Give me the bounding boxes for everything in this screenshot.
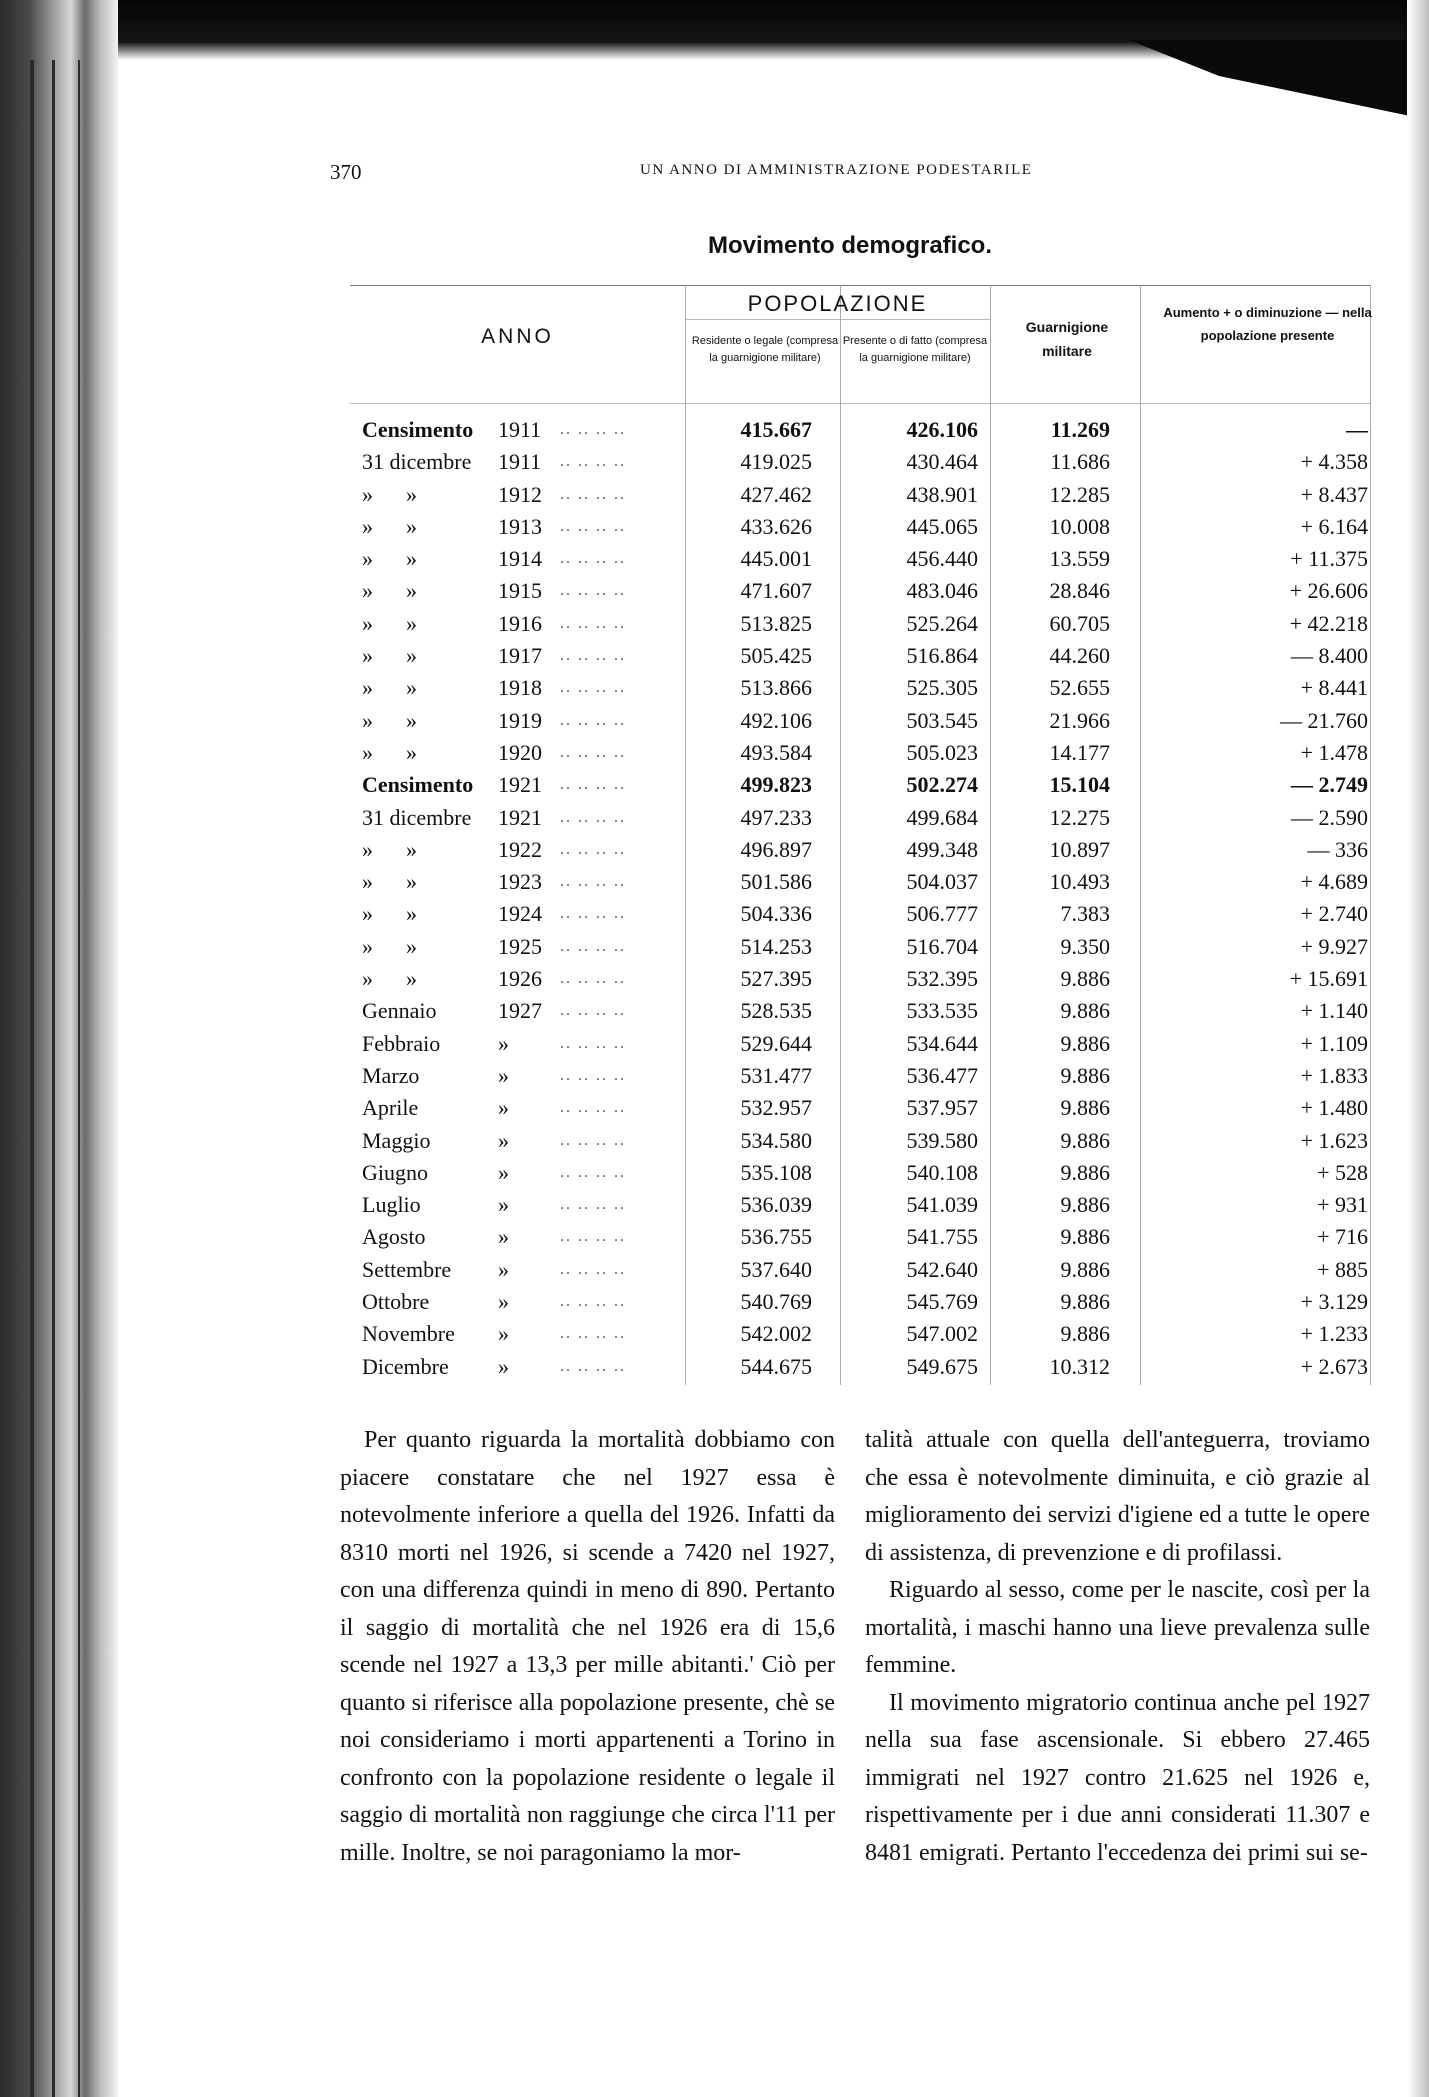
row-year: 1921 [498, 772, 542, 798]
row-year: » [498, 1030, 509, 1056]
aumento-value: + 885 [1317, 1256, 1368, 1282]
row-label: Aprile [362, 1095, 419, 1121]
row-label: 31 dicembre [362, 449, 472, 475]
guarnigione-value: 60.705 [1049, 610, 1110, 636]
residente-value: 492.106 [740, 707, 812, 733]
table-row [350, 1285, 1375, 1317]
leader-dots: .. .. .. .. [560, 873, 626, 891]
header-anno: ANNO [481, 325, 554, 348]
residente-value: 534.580 [740, 1127, 812, 1153]
residente-value: 505.425 [740, 643, 812, 669]
row-year: 1917 [498, 643, 542, 669]
table-row [350, 994, 1375, 1026]
row-label: » » [362, 643, 417, 669]
presente-value: 504.037 [906, 869, 978, 895]
row-label: » » [362, 481, 417, 507]
aumento-value: + 931 [1317, 1192, 1368, 1218]
presente-value: 533.535 [906, 998, 978, 1024]
residente-value: 537.640 [740, 1256, 812, 1282]
leader-dots: .. .. .. .. [560, 647, 626, 665]
residente-value: 497.233 [740, 804, 812, 830]
residente-value: 540.769 [740, 1289, 812, 1315]
guarnigione-value: 10.008 [1049, 513, 1110, 539]
row-year: 1925 [498, 933, 542, 959]
presente-value: 540.108 [906, 1159, 978, 1185]
guarnigione-value: 9.886 [1060, 1289, 1110, 1315]
residente-value: 493.584 [740, 739, 812, 765]
table-row [350, 413, 1375, 445]
leader-dots: .. .. .. .. [560, 1034, 626, 1052]
residente-value: 499.823 [740, 772, 812, 798]
leader-dots: .. .. .. .. [560, 517, 626, 535]
header-residente: Residente o legale (compresa la guarnigione militare) [691, 335, 839, 364]
paragraph: talità attuale con quella dell'anteguerra, troviamo che essa è notevolmente diminuita, e ciò grazie al miglioramento dei servizi d'igiene ed a tutte le opere di assistenza, di prevenzione e di profilassi. [865, 1427, 1370, 1566]
leader-dots: .. .. .. .. [560, 1099, 626, 1117]
table-row [350, 607, 1375, 639]
aumento-value: + 11.375 [1290, 546, 1368, 572]
residente-value: 527.395 [740, 966, 812, 992]
table-row [350, 1124, 1375, 1156]
row-year: 1921 [498, 804, 542, 830]
table-row [350, 1091, 1375, 1123]
leader-dots: .. .. .. .. [560, 905, 626, 923]
leader-dots: .. .. .. .. [560, 550, 626, 568]
row-label: » » [362, 707, 417, 733]
residente-value: 528.535 [740, 998, 812, 1024]
guarnigione-value: 12.275 [1049, 804, 1110, 830]
table-body [350, 413, 1375, 1382]
row-label: Censimento [362, 772, 474, 798]
guarnigione-value: 15.104 [1049, 772, 1110, 798]
row-label: 31 dicembre [362, 804, 472, 830]
table-row [350, 639, 1375, 671]
guarnigione-value: 11.686 [1050, 449, 1110, 475]
row-label: Settembre [362, 1256, 452, 1282]
presente-value: 541.039 [906, 1192, 978, 1218]
table-row [350, 478, 1375, 510]
scan-right-edge [1407, 0, 1429, 2097]
running-head [330, 160, 1060, 186]
row-label: Giugno [362, 1159, 428, 1185]
table-row [350, 445, 1375, 477]
row-year: 1926 [498, 966, 542, 992]
table-row [350, 1188, 1375, 1220]
residente-value: 496.897 [740, 836, 812, 862]
aumento-value: + 15.691 [1289, 966, 1368, 992]
aumento-value: — 336 [1307, 836, 1368, 862]
binding-line [52, 60, 55, 2097]
row-year: 1911 [498, 417, 542, 442]
table-title: Movimento demografico. [707, 232, 993, 259]
aumento-value: + 2.740 [1300, 901, 1368, 927]
row-label: » » [362, 675, 417, 701]
aumento-value: + 2.673 [1300, 1353, 1368, 1379]
presente-value: 532.395 [906, 966, 978, 992]
presente-value: 516.864 [906, 643, 978, 669]
page-number: 370 [330, 160, 362, 184]
row-label: » » [362, 578, 417, 604]
aumento-value: + 1.478 [1300, 739, 1368, 765]
row-label: » » [362, 739, 417, 765]
row-label: » » [362, 901, 417, 927]
guarnigione-value: 9.886 [1060, 1224, 1110, 1250]
row-label: Ottobre [362, 1289, 430, 1315]
row-label: Maggio [362, 1127, 431, 1153]
aumento-value: — 8.400 [1291, 643, 1368, 669]
presente-value: 525.264 [906, 610, 978, 636]
guarnigione-value: 10.312 [1049, 1353, 1110, 1379]
presente-value: 426.106 [906, 417, 978, 442]
row-label: Gennaio [362, 998, 437, 1024]
leader-dots: .. .. .. .. [560, 808, 626, 826]
row-label: Luglio [362, 1192, 421, 1218]
leader-dots: .. .. .. .. [560, 1228, 626, 1246]
leader-dots: .. .. .. .. [560, 711, 626, 729]
presente-value: 430.464 [906, 449, 978, 475]
row-year: » [498, 1159, 509, 1185]
binding-line [30, 60, 34, 2097]
guarnigione-value: 9.886 [1060, 1321, 1110, 1347]
presente-value: 438.901 [906, 481, 978, 507]
guarnigione-value: 7.383 [1060, 901, 1110, 927]
aumento-value: + 4.689 [1300, 869, 1368, 895]
table-row [350, 897, 1375, 929]
table-row [350, 1156, 1375, 1188]
aumento-value: + 6.164 [1300, 513, 1368, 539]
aumento-value: + 4.358 [1300, 449, 1368, 475]
table-row [350, 1317, 1375, 1349]
book-binding-edge [0, 0, 118, 2097]
table-row [350, 801, 1375, 833]
table-row [350, 542, 1375, 574]
running-title: UN ANNO DI AMMINISTRAZIONE PODESTARILE [640, 162, 1033, 178]
row-year: 1912 [498, 481, 542, 507]
row-label: » » [362, 966, 417, 992]
table-row [350, 736, 1375, 768]
row-label: Agosto [362, 1224, 426, 1250]
presente-value: 506.777 [906, 901, 978, 927]
row-year: » [498, 1127, 509, 1153]
popolazione-rule [685, 319, 990, 320]
leader-dots: .. .. .. .. [560, 937, 626, 955]
presente-value: 499.348 [906, 836, 978, 862]
row-year: 1922 [498, 836, 542, 862]
leader-dots: .. .. .. .. [560, 776, 626, 794]
residente-value: 471.607 [740, 578, 812, 604]
row-year: 1916 [498, 610, 542, 636]
presente-value: 534.644 [906, 1030, 978, 1056]
demographic-table [350, 285, 1375, 1385]
row-year: 1927 [498, 998, 542, 1024]
aumento-value: + 42.218 [1289, 610, 1368, 636]
leader-dots: .. .. .. .. [560, 679, 626, 697]
guarnigione-value: 9.886 [1060, 1192, 1110, 1218]
header-popolazione: POPOLAZIONE [747, 291, 928, 316]
guarnigione-value: 12.285 [1049, 481, 1110, 507]
aumento-value: — 21.760 [1280, 707, 1368, 733]
aumento-value: + 1.109 [1300, 1030, 1368, 1056]
aumento-value: + 1.140 [1300, 998, 1368, 1024]
row-year: 1914 [498, 546, 542, 572]
presente-value: 539.580 [906, 1127, 978, 1153]
leader-dots: .. .. .. .. [560, 1002, 626, 1020]
aumento-value: + 8.441 [1300, 675, 1368, 701]
row-year: » [498, 1095, 509, 1121]
residente-value: 529.644 [740, 1030, 812, 1056]
table-row [350, 1350, 1375, 1382]
aumento-value: + 716 [1317, 1224, 1368, 1250]
residente-value: 513.866 [740, 675, 812, 701]
row-year: » [498, 1062, 509, 1088]
table-row [350, 962, 1375, 994]
guarnigione-value: 28.846 [1049, 578, 1110, 604]
row-year: 1915 [498, 578, 542, 604]
row-label: Dicembre [362, 1353, 449, 1379]
row-label: » » [362, 933, 417, 959]
header-bottom-rule [350, 403, 1370, 404]
leader-dots: .. .. .. .. [560, 614, 626, 632]
leader-dots: .. .. .. .. [560, 1293, 626, 1311]
presente-value: 541.755 [906, 1224, 978, 1250]
table-row [350, 574, 1375, 606]
presente-value: 502.274 [906, 772, 978, 798]
row-year: » [498, 1353, 509, 1379]
presente-value: 445.065 [906, 513, 978, 539]
residente-value: 514.253 [740, 933, 812, 959]
row-year: 1924 [498, 901, 542, 927]
table-row [350, 510, 1375, 542]
table-row [350, 833, 1375, 865]
aumento-value: + 528 [1317, 1159, 1368, 1185]
table-top-rule [350, 285, 1370, 286]
leader-dots: .. .. .. .. [560, 1163, 626, 1181]
leader-dots: .. .. .. .. [560, 1325, 626, 1343]
row-label: Novembre [362, 1321, 455, 1347]
table-row [350, 1027, 1375, 1059]
leader-dots: .. .. .. .. [560, 582, 626, 600]
leader-dots: .. .. .. .. [560, 1066, 626, 1084]
residente-value: 433.626 [740, 513, 812, 539]
aumento-value: + 9.927 [1300, 933, 1368, 959]
table-row [350, 671, 1375, 703]
guarnigione-value: 52.655 [1049, 675, 1110, 701]
row-year: 1923 [498, 869, 542, 895]
row-label: Marzo [362, 1062, 420, 1088]
residente-value: 427.462 [740, 481, 812, 507]
row-label: » » [362, 836, 417, 862]
presente-value: 549.675 [906, 1353, 978, 1379]
guarnigione-value: 9.886 [1060, 966, 1110, 992]
presente-value: 483.046 [906, 578, 978, 604]
aumento-value: + 3.129 [1300, 1289, 1368, 1315]
table-row [350, 930, 1375, 962]
paragraph: Per quanto riguarda la mortalità dobbiamo con piacere constatare che nel 1927 essa è notevolmente inferiore a quella del 1926. Infatti da 8310 morti nel 1926, si scende a 7420 nel 1927, con una differenza quindi in meno di 890. Pertanto il saggio di mortalità che nel 1926 era di 15,6 scende nel 1927 a 13,3 per mille abitanti.' Ciò per quanto si riferisce alla popolazione presente, chè se noi consideriamo i morti appartenenti a Torino in confronto con la popolazione residente o legale il saggio di mortalità non raggiunge che circa l'11 per mille. Inoltre, se noi paragoniamo la mor- [340, 1427, 835, 1866]
presente-value: 503.545 [906, 707, 978, 733]
row-label: Febbraio [362, 1030, 441, 1056]
header-guarnigione: Guarnigione militare [1025, 319, 1109, 359]
presente-value: 542.640 [906, 1256, 978, 1282]
aumento-value: + 1.480 [1300, 1095, 1368, 1121]
row-year: 1918 [498, 675, 542, 701]
aumento-value: + 1.623 [1300, 1127, 1368, 1153]
guarnigione-value: 44.260 [1049, 643, 1110, 669]
guarnigione-value: 10.897 [1049, 836, 1110, 862]
row-label: » » [362, 869, 417, 895]
row-label: » » [362, 546, 417, 572]
row-year: 1913 [498, 513, 542, 539]
aumento-value: — 2.590 [1291, 804, 1368, 830]
aumento-value: — 2.749 [1291, 772, 1368, 798]
aumento-value: + 8.437 [1300, 481, 1368, 507]
row-year: » [498, 1289, 509, 1315]
residente-value: 536.755 [740, 1224, 812, 1250]
table-row [350, 1253, 1375, 1285]
residente-value: 531.477 [740, 1062, 812, 1088]
row-label: » » [362, 610, 417, 636]
row-year: » [498, 1321, 509, 1347]
presente-value: 456.440 [906, 546, 978, 572]
guarnigione-value: 21.966 [1049, 707, 1110, 733]
residente-value: 501.586 [740, 869, 812, 895]
row-year: » [498, 1256, 509, 1282]
guarnigione-value: 11.269 [1050, 417, 1110, 442]
table-row [350, 1220, 1375, 1252]
guarnigione-value: 9.886 [1060, 1256, 1110, 1282]
row-label: Censimento [362, 417, 474, 442]
presente-value: 516.704 [906, 933, 978, 959]
aumento-value: + 1.833 [1300, 1062, 1368, 1088]
leader-dots: .. .. .. .. [560, 1196, 626, 1214]
guarnigione-value: 13.559 [1049, 546, 1110, 572]
presente-value: 537.957 [906, 1095, 978, 1121]
table-row [350, 865, 1375, 897]
guarnigione-value: 9.886 [1060, 1062, 1110, 1088]
row-label: » » [362, 513, 417, 539]
guarnigione-value: 9.886 [1060, 1159, 1110, 1185]
presente-value: 536.477 [906, 1062, 978, 1088]
guarnigione-value: 10.493 [1049, 869, 1110, 895]
row-year: 1919 [498, 707, 542, 733]
residente-value: 544.675 [740, 1353, 812, 1379]
text-column-right [865, 1422, 1370, 1872]
leader-dots: .. .. .. .. [560, 485, 626, 503]
leader-dots: .. .. .. .. [560, 840, 626, 858]
leader-dots: .. .. .. .. [560, 1357, 626, 1375]
guarnigione-value: 9.350 [1060, 933, 1110, 959]
row-year: » [498, 1192, 509, 1218]
residente-value: 419.025 [740, 449, 812, 475]
residente-value: 504.336 [740, 901, 812, 927]
aumento-value: + 26.606 [1289, 578, 1368, 604]
residente-value: 536.039 [740, 1192, 812, 1218]
residente-value: 415.667 [740, 417, 812, 442]
text-column-left [340, 1422, 835, 1872]
table-row [350, 768, 1375, 800]
guarnigione-value: 9.886 [1060, 998, 1110, 1024]
leader-dots: .. .. .. .. [560, 421, 626, 438]
leader-dots: .. .. .. .. [560, 970, 626, 988]
row-year: 1911 [498, 449, 542, 475]
guarnigione-value: 9.886 [1060, 1127, 1110, 1153]
row-year: » [498, 1224, 509, 1250]
row-year: 1920 [498, 739, 542, 765]
guarnigione-value: 14.177 [1049, 739, 1110, 765]
residente-value: 542.002 [740, 1321, 812, 1347]
residente-value: 535.108 [740, 1159, 812, 1185]
aumento-value: + 1.233 [1300, 1321, 1368, 1347]
presente-value: 525.305 [906, 675, 978, 701]
aumento-value: — [1346, 417, 1368, 442]
presente-value: 547.002 [906, 1321, 978, 1347]
residente-value: 445.001 [740, 546, 812, 572]
paragraph: Riguardo al sesso, come per le nascite, così per la mortalità, i maschi hanno una lieve prevalenza sulle femmine. [865, 1577, 1370, 1678]
leader-dots: .. .. .. .. [560, 1260, 626, 1278]
binding-line [78, 60, 80, 2097]
residente-value: 532.957 [740, 1095, 812, 1121]
table-row [350, 704, 1375, 736]
presente-value: 505.023 [906, 739, 978, 765]
header-presente: Presente o di fatto (compresa la guarnigione militare) [842, 335, 988, 364]
presente-value: 545.769 [906, 1289, 978, 1315]
guarnigione-value: 9.886 [1060, 1030, 1110, 1056]
leader-dots: .. .. .. .. [560, 743, 626, 761]
presente-value: 499.684 [906, 804, 978, 830]
header-aumento: Aumento + o diminuzione — nella popolazione presente [1163, 305, 1372, 343]
scan-top-corner [1129, 40, 1429, 120]
residente-value: 513.825 [740, 610, 812, 636]
paragraph: Il movimento migratorio continua anche pel 1927 nella sua fase ascensionale. Si ebbero 27.465 immigrati nel 1927 contro 21.625 nel 1926 e, rispettivamente per i due anni considerati 11.307 e 8481 emigrati. Pertanto l'eccedenza dei primi sui se- [865, 1689, 1370, 1866]
leader-dots: .. .. .. .. [560, 453, 626, 471]
leader-dots: .. .. .. .. [560, 1131, 626, 1149]
table-row [350, 1059, 1375, 1091]
guarnigione-value: 9.886 [1060, 1095, 1110, 1121]
